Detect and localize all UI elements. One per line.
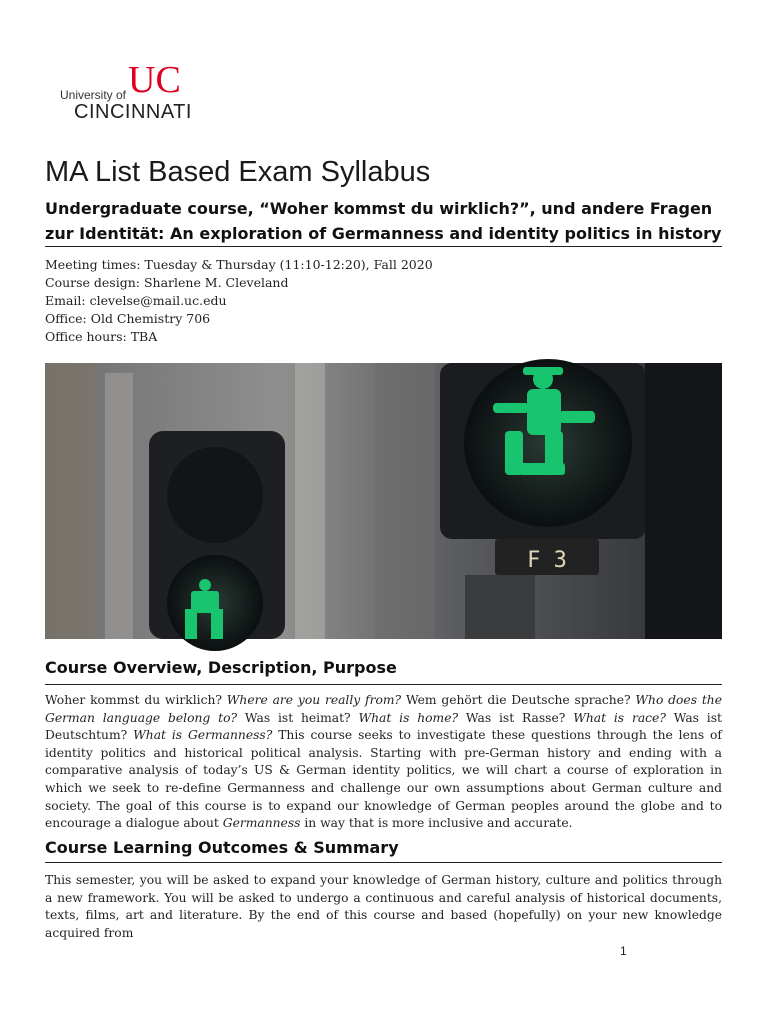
traffic-light-photo [45,363,722,639]
course-subtitle: Undergraduate course, “Woher kommst du wirklich?”, und andere Fragen zur Identität: An exploration of Germanness and identity politics in history [45,199,722,243]
divider [45,684,722,685]
course-design: Course design: Sharlene M. Cleveland [45,275,289,290]
svg-text:UC: UC [128,59,181,101]
email: Email: clevelse@mail.uc.edu [45,293,227,308]
outcomes-heading: Course Learning Outcomes & Summary [45,838,399,857]
overview-heading: Course Overview, Description, Purpose [45,658,397,677]
course-info [45,256,433,346]
meeting-times: Meeting times: Tuesday & Thursday (11:10-12:20), Fall 2020 [45,257,433,272]
page-number: 1 [620,944,627,958]
uc-emblem-icon [126,58,181,101]
page-title: MA List Based Exam Syllabus [45,156,431,188]
office-hours: Office hours: TBA [45,329,158,344]
outcomes-paragraph: This semester, you will be asked to expand your knowledge of German history, culture and politics through a new framework. You will be asked to undergo a continuous and careful analysis of historical documents, texts, films, art and literature. By the end of this course and based (hopefully) on your new knowledge acquired from [45,873,722,940]
divider [45,246,722,247]
svg-text:F 3: F 3 [527,548,567,573]
office: Office: Old Chemistry 706 [45,311,211,326]
university-logo [58,58,198,124]
logo-line-1: University of [60,88,127,102]
divider [45,862,722,863]
overview-paragraph: Woher kommst du wirklich? Where are you really from? Wem gehört die Deutsche sprache? Who does the German language belong to? Was ist heimat? What is home? Was ist Rasse? What is race? Was ist Deutschtum? What is Germanness? This course seeks to investigate these questions through the lens of identity politics and historical political analysis. Starting with pre-German history and ending with a comparative analysis of today’s US & German identity politics, we will chart a course of exploration in which we seek to re-define Germanness and challenge our own assumptions about German culture and society. The goal of this course is to expand our knowledge of German peoples around the globe and to encourage a dialogue about Germanness in way that is more inclusive and accurate. [45,693,722,831]
logo-line-2: CINCINNATI [74,101,192,123]
